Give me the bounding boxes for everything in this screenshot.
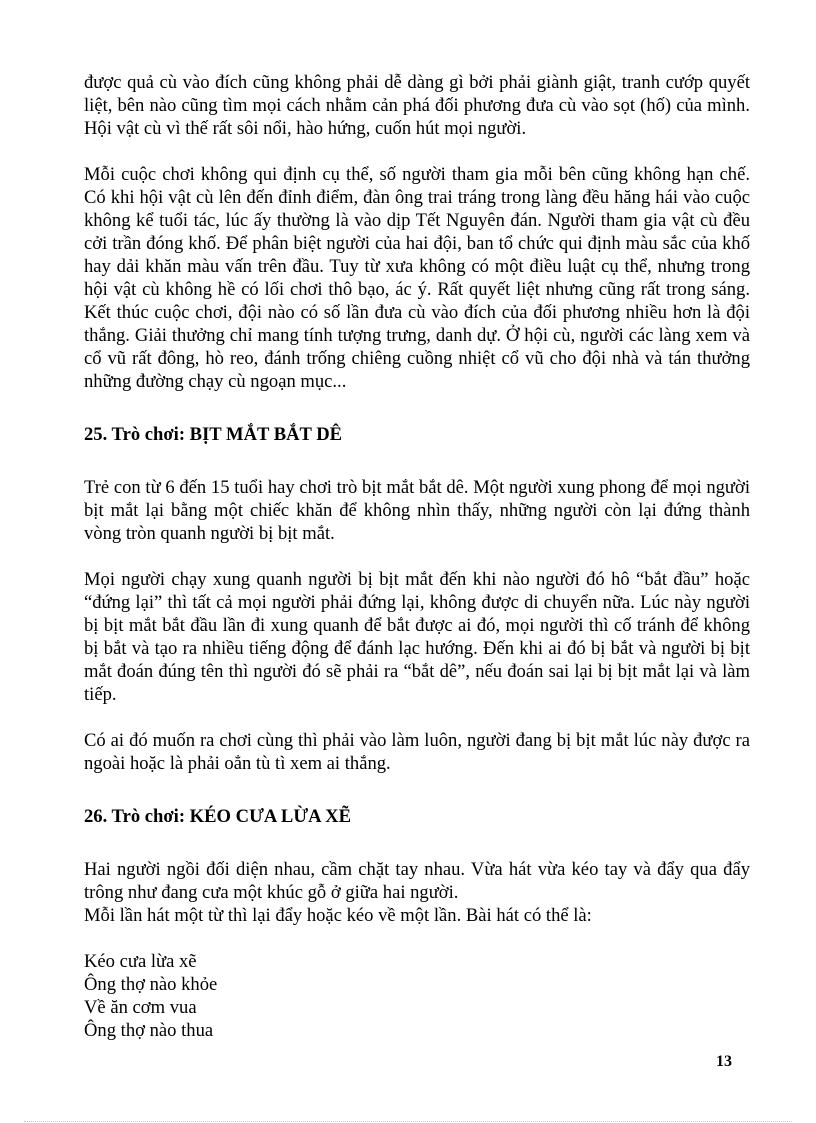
section-heading-26: 26. Trò chơi: KÉO CƯA LỪA XẼ (84, 806, 352, 827)
section-heading-25: 25. Trò chơi: BỊT MẮT BẮT DÊ (84, 424, 343, 445)
paragraph-bit-mat-join: Có ai đó muốn ra chơi cùng thì phải vào làm luôn, người đang bị bịt mắt lúc này được ra ngoài hoặc là phải oẳn tù tì xem ai thắng. (84, 730, 750, 774)
paragraph-keo-cua-intro: Hai người ngồi đối diện nhau, cầm chặt tay nhau. Vừa hát vừa kéo tay và đẩy qua đẩy trông như đang cưa một khúc gỗ ở giữa hai người. (84, 859, 750, 903)
song-line: Ông thợ nào khỏe (84, 974, 218, 995)
page-number: 13 (716, 1053, 732, 1070)
paragraph-vat-cu-ending: được quả cù vào đích cũng không phải dễ dàng gì bởi phải giành giật, tranh cướp quyết liệt, bên nào cũng tìm mọi cách nhằm cản phá đối phương đưa cù vào sọt (hố) của mình. Hội vật cù vì thế rất sôi nổi, hào hứng, cuốn hút mọi người. (84, 72, 750, 139)
song-line: Kéo cưa lừa xẽ (84, 951, 197, 972)
paragraph-vat-cu-rules: Mỗi cuộc chơi không qui định cụ thể, số người tham gia mỗi bên cũng không hạn chế. Có khi hội vật cù lên đến đỉnh điểm, đàn ông trai tráng trong làng đều hăng hái vào cuộc không kể tuổi tác, lúc ấy thường là vào dịp Tết Nguyên đán. Người tham gia vật cù đều cởi trần đóng khố. Để phân biệt người của hai đội, ban tổ chức qui định màu sắc của khố hay dải khăn màu vấn trên đầu. Tuy từ xưa không có một điều luật cụ thể, nhưng trong hội vật cù không hề có lối chơi thô bạo, ác ý. Rất quyết liệt nhưng cũng rất trong sáng. Kết thúc cuộc chơi, đội nào có số lần đưa cù vào đích của đối phương nhiều hơn là đội thắng. Giải thưởng chỉ mang tính tượng trưng, danh dự. Ở hội cù, người các làng xem và cổ vũ rất đông, hò reo, đánh trống chiêng cuồng nhiệt cổ vũ cho đội nhà và tán thưởng những đường chạy cù ngoạn mục... (84, 164, 750, 392)
paragraph-bit-mat-play: Mọi người chạy xung quanh người bị bịt mắt đến khi nào người đó hô “bắt đầu” hoặc “đứng lại” thì tất cả mọi người phải đứng lại, không được di chuyển nữa. Lúc này người bị bịt mắt bắt đầu lần đi xung quanh để bắt được ai đó, mọi người thì cố tránh để không bị bắt và tạo ra nhiều tiếng động để đánh lạc hướng. Đến khi ai đó bị bắt và người bị bịt mắt đoán đúng tên thì người đó sẽ phải ra “bắt dê”, nếu đoán sai lại bị bịt mắt lại và làm tiếp. (84, 569, 750, 705)
page-edge-divider (24, 1121, 792, 1122)
page-body (84, 71, 750, 1042)
paragraph-bit-mat-intro: Trẻ con từ 6 đến 15 tuổi hay chơi trò bịt mắt bắt dê. Một người xung phong để mọi người bịt mắt lại bằng một chiếc khăn để không nhìn thấy, những người còn lại đứng thành vòng tròn quanh người bị bịt mắt. (84, 477, 750, 544)
song-line: Về ăn cơm vua (84, 997, 197, 1018)
paragraph-keo-cua-song-intro: Mỗi lần hát một từ thì lại đẩy hoặc kéo về một lần. Bài hát có thể là: (84, 905, 592, 926)
song-lyrics (84, 950, 750, 1042)
song-line: Ông thợ nào thua (84, 1020, 214, 1041)
